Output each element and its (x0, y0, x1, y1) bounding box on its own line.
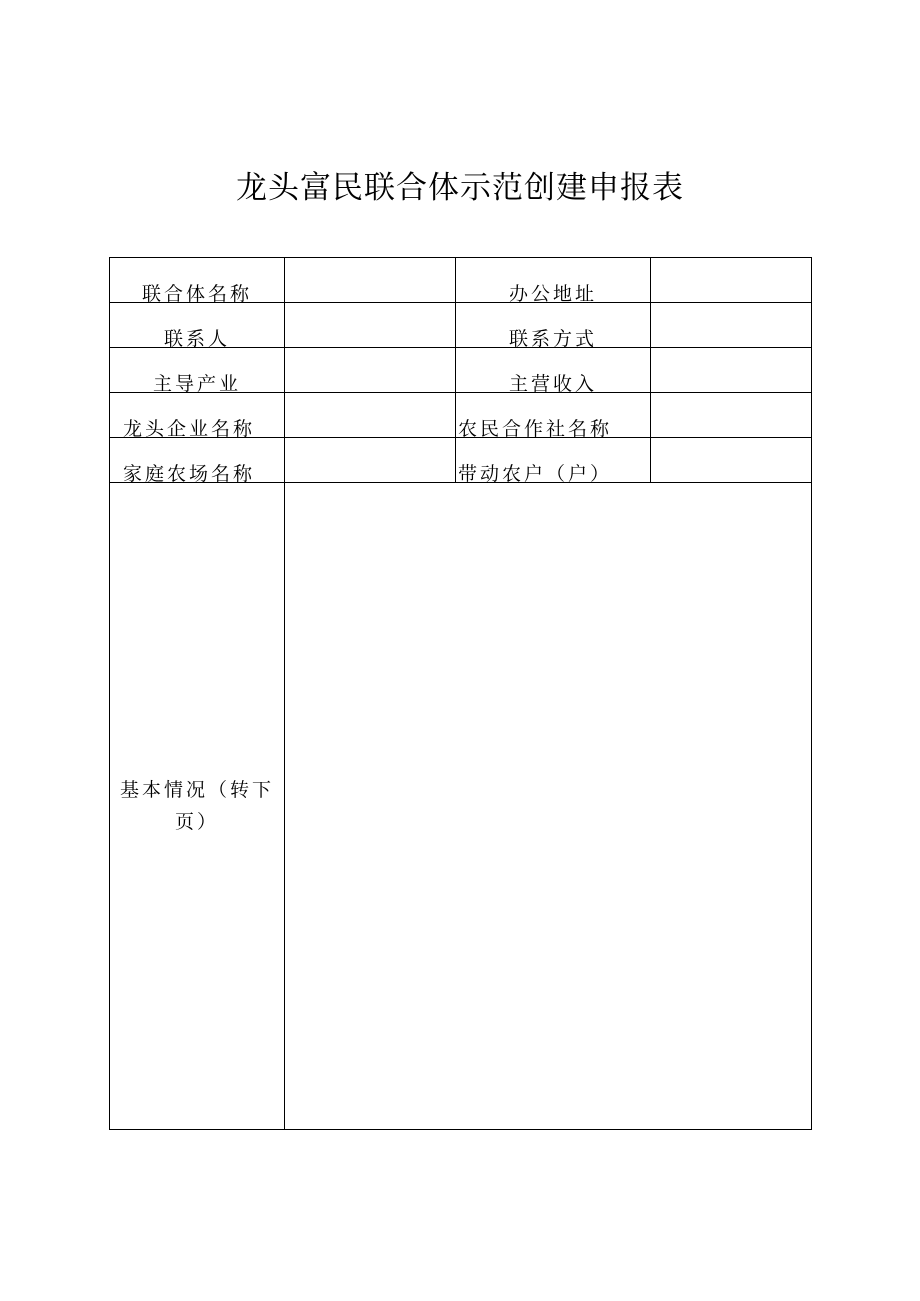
label-contact-person: 联系人 (110, 303, 285, 348)
form-row-union-name (110, 258, 812, 303)
label-office-address: 办公地址 (456, 258, 651, 303)
label-leading-enterprise: 龙头企业名称 (110, 393, 285, 438)
field-main-revenue[interactable] (651, 348, 812, 393)
field-farmers-driven[interactable] (651, 438, 812, 483)
field-leading-industry[interactable] (285, 348, 456, 393)
application-form-table (109, 257, 812, 1130)
form-row-industry (110, 348, 812, 393)
label-farmers-driven: 带动农户（户） (456, 438, 651, 483)
label-family-farm: 家庭农场名称 (110, 438, 285, 483)
field-cooperative-name[interactable] (651, 393, 812, 438)
field-union-name[interactable] (285, 258, 456, 303)
field-basic-info[interactable] (285, 483, 812, 1130)
document-title: 龙头富民联合体示范创建申报表 (236, 170, 684, 206)
label-main-revenue: 主营收入 (456, 348, 651, 393)
field-contact-person[interactable] (285, 303, 456, 348)
label-leading-industry: 主导产业 (110, 348, 285, 393)
field-leading-enterprise[interactable] (285, 393, 456, 438)
label-basic-info: 基本情况（转下页） (110, 483, 285, 1130)
field-office-address[interactable] (651, 258, 812, 303)
form-row-farm (110, 438, 812, 483)
label-contact-method: 联系方式 (456, 303, 651, 348)
label-cooperative-name: 农民合作社名称 (456, 393, 651, 438)
field-family-farm[interactable] (285, 438, 456, 483)
form-row-contact (110, 303, 812, 348)
field-contact-method[interactable] (651, 303, 812, 348)
label-union-name: 联合体名称 (110, 258, 285, 303)
form-row-basic-info (110, 483, 812, 1130)
form-row-enterprise (110, 393, 812, 438)
